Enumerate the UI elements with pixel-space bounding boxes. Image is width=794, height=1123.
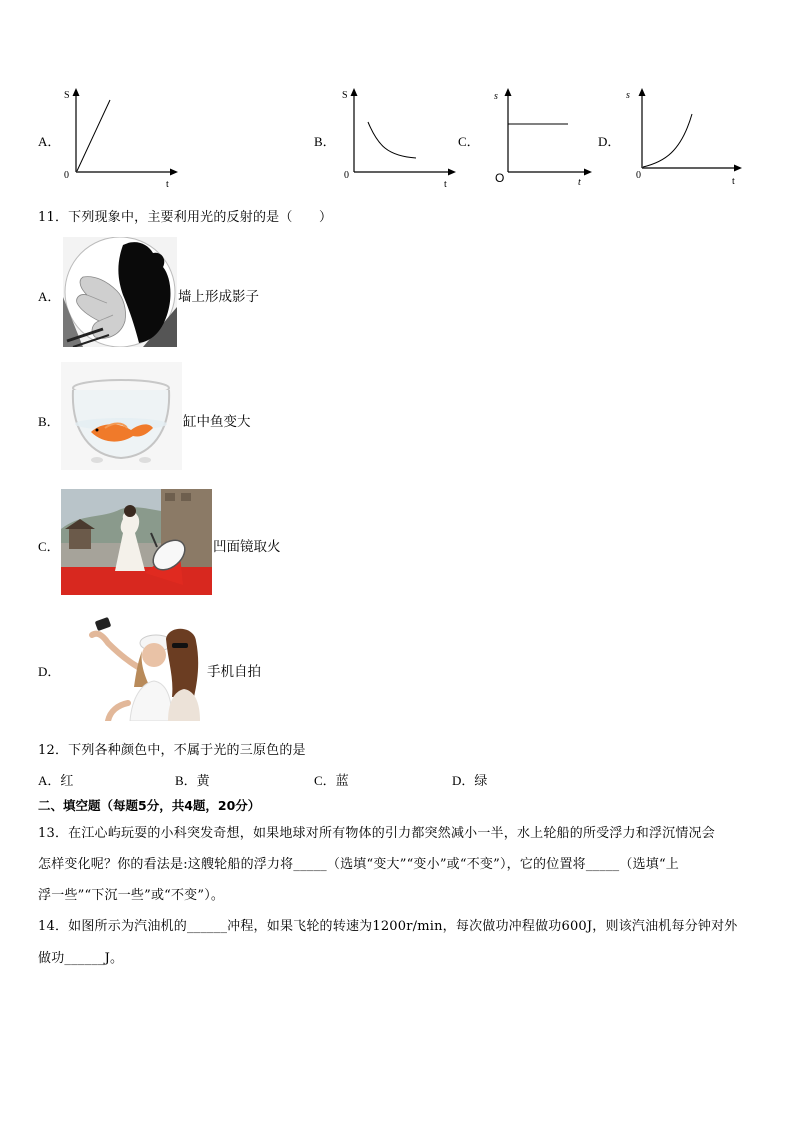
graph-d <box>626 86 746 190</box>
x-axis-arrow <box>734 165 742 172</box>
y-label: s <box>494 91 498 102</box>
q13-line-2: 怎样变化呢？你的看法是:这艘轮船的浮力将_____（选填“变大”“变小”或“不变”），它的位置将_____（选填“上 <box>38 857 680 872</box>
q11-option-b-caption: 缸中鱼变大 <box>183 414 251 430</box>
y-label: S <box>64 90 70 101</box>
q13-line-3: 浮一些”“下沉一些”或“不变”）。 <box>38 888 225 903</box>
y-axis-arrow <box>505 88 512 96</box>
graph-option-d-letter: D． <box>598 134 621 149</box>
q12-option-a: A．红 <box>38 773 74 788</box>
q11-option-c-letter: C． <box>38 539 60 554</box>
origin-label: O <box>495 171 505 185</box>
graph-option-c-letter: C． <box>458 134 480 149</box>
q12-stem: 12．下列各种颜色中，不属于光的三原色的是 <box>38 743 306 758</box>
graph-c <box>494 86 594 190</box>
y-axis-arrow <box>639 88 646 96</box>
s-t-curve <box>643 114 692 167</box>
graph-option-b-letter: B． <box>314 134 336 149</box>
s-t-line <box>77 100 110 171</box>
q13-line-1: 13．在江心屿玩耍的小科突发奇想，如果地球对所有物体的引力都突然减小一半，水上轮船的所受浮力和浮沉情况会 <box>38 826 715 841</box>
origin-label: 0 <box>64 170 69 181</box>
q14-line-1: 14．如图所示为汽油机的______冲程，如果飞轮的转速为1200r/min，每次做功冲程做功600J，则该汽油机每分钟对外 <box>38 919 738 934</box>
origin-label: 0 <box>636 170 641 181</box>
q11-option-a-letter: A． <box>38 289 61 304</box>
q11-option-b-letter: B． <box>38 414 60 429</box>
x-label: t <box>578 177 581 188</box>
graph-a <box>60 86 180 190</box>
x-axis-arrow <box>170 169 178 176</box>
q11-option-d-letter: D． <box>38 664 61 679</box>
section-2-title: 二、填空题（每题5分，共4题，20分） <box>38 798 261 813</box>
q12-option-c: C．蓝 <box>314 773 349 788</box>
x-axis-arrow <box>448 169 456 176</box>
q11-option-d-caption: 手机自拍 <box>207 664 261 680</box>
q12-option-b: B．黄 <box>175 773 210 788</box>
x-label: t <box>444 179 447 190</box>
y-label: S <box>342 90 348 101</box>
q11-stem: 11．下列现象中，主要利用光的反射的是（ ） <box>38 210 333 225</box>
hand-shadow-puppet-image <box>63 237 177 347</box>
x-label: t <box>166 179 169 190</box>
q11-option-c-caption: 凹面镜取火 <box>213 539 281 555</box>
y-axis-arrow <box>351 88 358 96</box>
concave-mirror-fire-image <box>61 489 212 595</box>
x-axis-arrow <box>584 169 592 176</box>
q12-option-d: D．绿 <box>452 773 488 788</box>
origin-label: 0 <box>344 170 349 181</box>
phone-selfie-image <box>88 617 206 721</box>
goldfish-bowl-image <box>61 362 182 470</box>
y-label: s <box>626 90 630 101</box>
q14-line-2: 做功______J。 <box>38 951 124 966</box>
s-t-curve <box>368 122 416 158</box>
y-axis-arrow <box>73 88 80 96</box>
q11-option-a-caption: 墙上形成影子 <box>178 289 259 305</box>
x-label: t <box>732 176 735 187</box>
graph-b <box>338 86 458 190</box>
graph-option-a-letter: A． <box>38 134 61 149</box>
